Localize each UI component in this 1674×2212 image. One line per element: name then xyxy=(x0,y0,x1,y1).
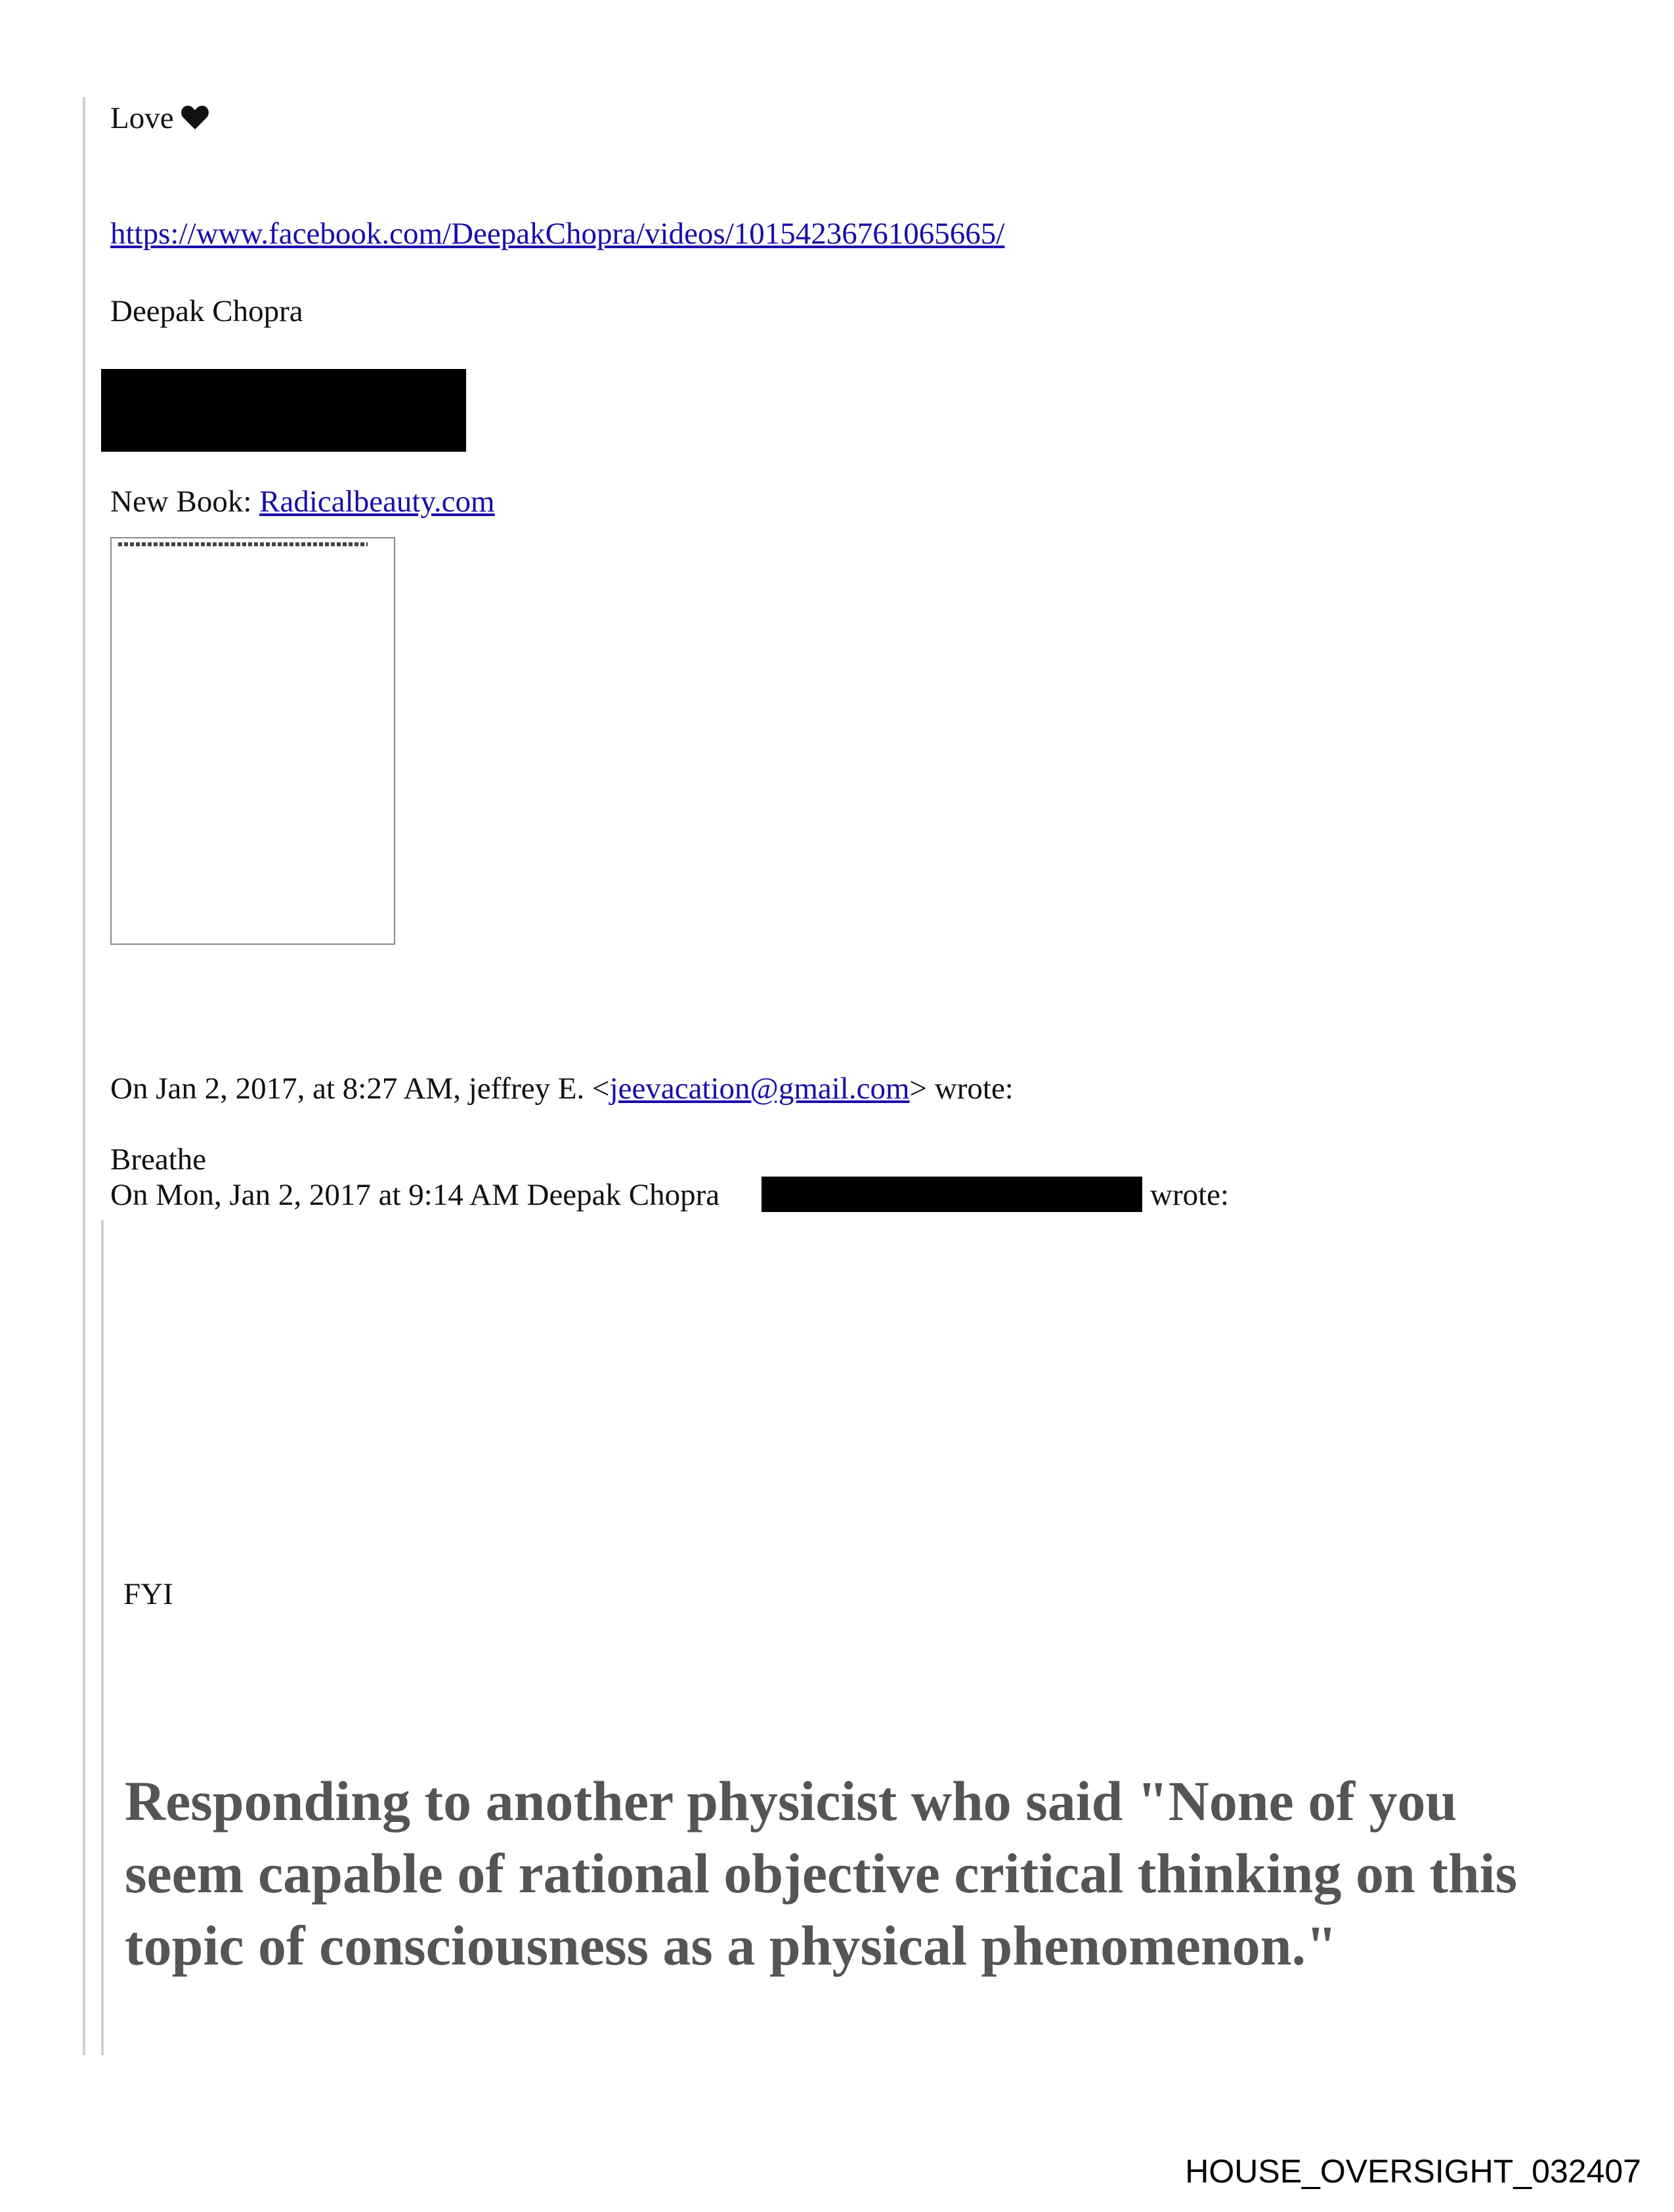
quote-header-1 xyxy=(110,1070,1014,1107)
reply-text: Breathe xyxy=(110,1142,207,1177)
new-book-label: New Book: xyxy=(110,485,260,519)
quote2-suffix: wrote: xyxy=(1150,1178,1230,1212)
redaction-email xyxy=(762,1177,1142,1212)
new-book-line xyxy=(110,483,495,520)
redaction-block xyxy=(101,369,466,452)
love-text: Love xyxy=(110,101,174,135)
radicalbeauty-link[interactable]: Radicalbeauty.com xyxy=(259,485,495,519)
quote-rule-outer xyxy=(83,97,85,2055)
facebook-video-link[interactable]: https://www.facebook.com/DeepakChopra/videos/10154236761065665/ xyxy=(110,217,1005,251)
broken-image-placeholder xyxy=(110,537,395,945)
quote2-prefix: On Mon, Jan 2, 2017 at 9:14 AM Deepak Chopra xyxy=(110,1178,720,1212)
quote-rule-inner xyxy=(101,1220,104,2055)
broken-image-icon xyxy=(118,542,368,546)
quote1-suffix: > wrote: xyxy=(909,1072,1014,1106)
heart-icon xyxy=(181,104,209,131)
quote1-prefix: On Jan 2, 2017, at 8:27 AM, jeffrey E. < xyxy=(110,1072,610,1106)
love-line xyxy=(110,100,209,137)
fyi-text: FYI xyxy=(123,1577,173,1611)
article-headline: Responding to another physicist who said "None of you seem capable of rational objective critical thinking on this topic of consciousness as a physical phenomenon." xyxy=(125,1769,1518,1977)
bates-number: HOUSE_OVERSIGHT_032407 xyxy=(1185,2153,1641,2190)
sender-email-link[interactable]: jeevacation@gmail.com xyxy=(609,1072,910,1106)
signature-name: Deepak Chopra xyxy=(110,294,303,328)
